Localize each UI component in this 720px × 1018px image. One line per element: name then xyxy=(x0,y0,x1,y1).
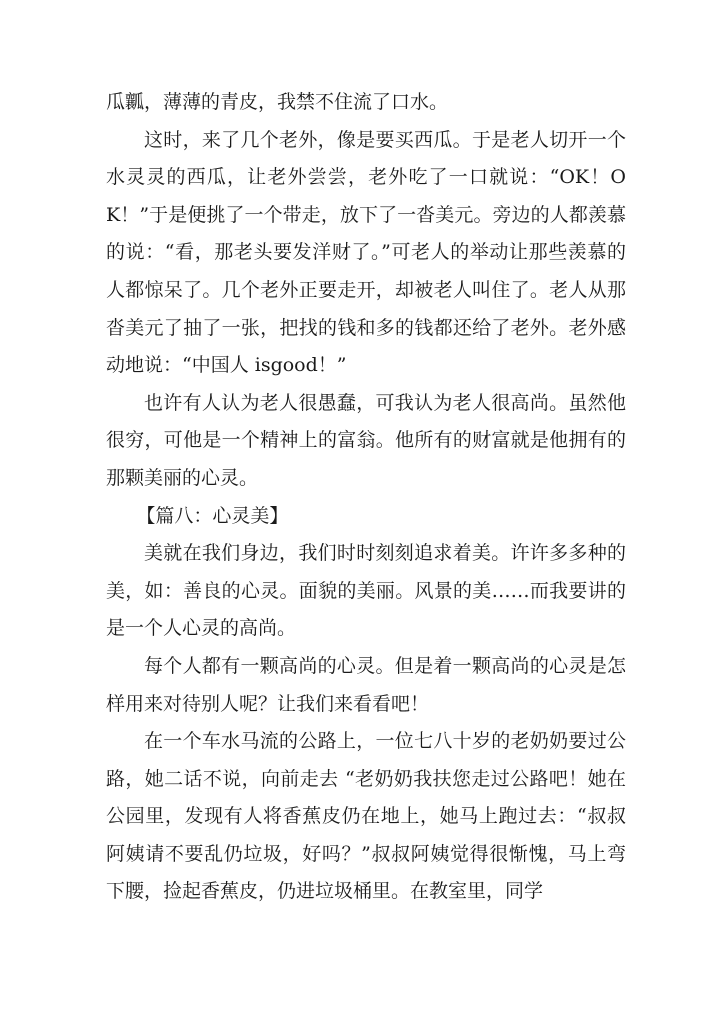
paragraph-noble-old-man: 也许有人认为老人很愚蠢，可我认为老人很高尚。虽然他很穷，可他是一个精神上的富翁。他所有的财富就是他拥有的那颗美丽的心灵。 xyxy=(106,391,626,489)
paragraph-noble-heart: 每个人都有一颗高尚的心灵。但是着一颗高尚的心灵是怎样用来对待别人呢？让我们来看看吧！ xyxy=(106,654,626,715)
paragraph-continuation: 瓜瓤，薄薄的青皮，我禁不住流了口水。 xyxy=(106,91,449,113)
paragraph-beauty-around-us: 美就在我们身边，我们时时刻刻追求着美。许许多多种的美，如：善良的心灵。面貌的美丽。风景的美……而我要讲的是一个人心灵的高尚。 xyxy=(106,542,626,640)
paragraph-grandma-crossing-road: 在一个车水马流的公路上，一位七八十岁的老奶奶要过公路，她二话不说，向前走去 “老奶奶我扶您走过公路吧！她在公园里，发现有人将香蕉皮仍在地上，她马上跑过去：“叔叔阿姨请不要乱仍垃圾，好吗？”叔叔阿姨觉得很惭愧，马上弯下腰，捡起香蕉皮，仍进垃圾桶里。在教室里，同学 xyxy=(106,730,626,903)
section-heading: 【篇八：心灵美】 xyxy=(136,504,289,527)
paragraph-foreigners-buy-watermelon: 这时，来了几个老外，像是要买西瓜。于是老人切开一个水灵灵的西瓜，让老外尝尝，老外吃了一口就说：“OK！OK！”于是便挑了一个带走，放下了一沓美元。旁边的人都羡慕的说：“看，那老头要发洋财了。”可老人的举动让那些羡慕的人都惊呆了。几个老外正要走开，却被老人叫住了。老人从那沓美元了抽了一张，把找的钱和多的钱都还给了老外。老外感动地说：“中国人 isgood！” xyxy=(106,128,626,377)
document-body xyxy=(106,84,626,911)
